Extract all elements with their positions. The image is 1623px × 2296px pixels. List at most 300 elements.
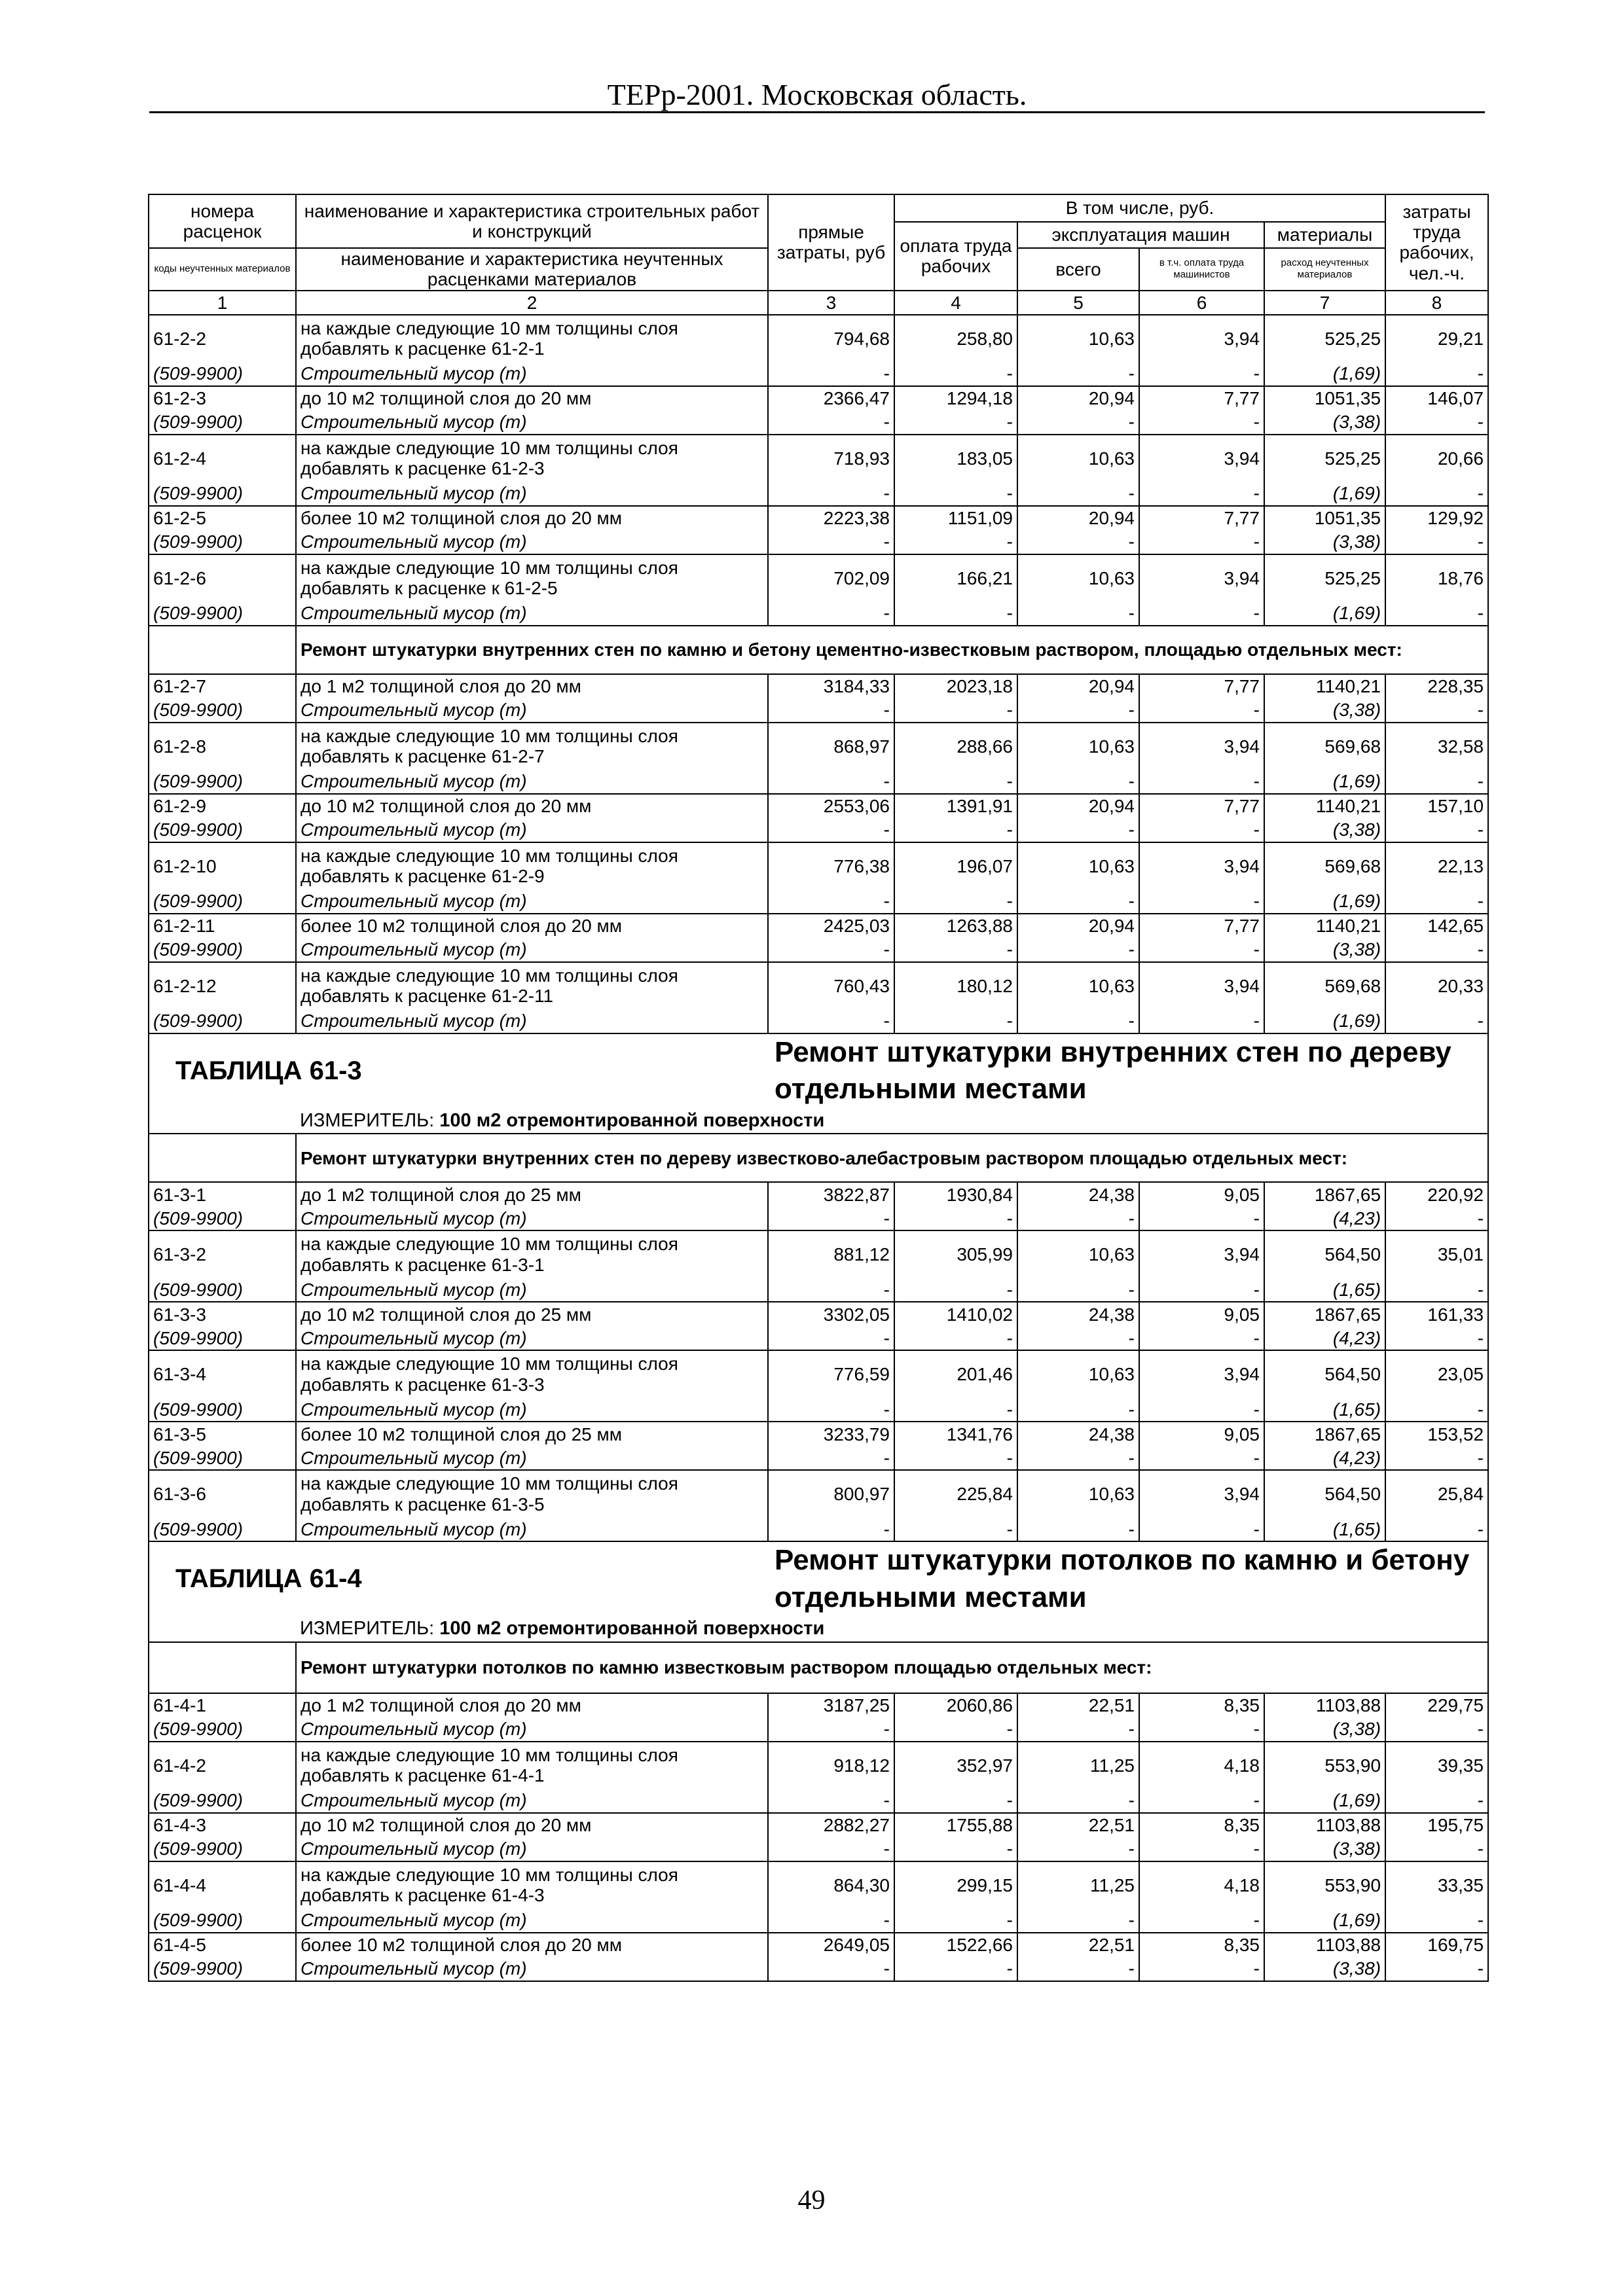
material-row [149,1909,1488,1933]
rate-code: 61-3-6 [149,1470,296,1517]
dash-cell: - [768,1206,894,1230]
dash-cell: - [1385,601,1488,626]
dash-cell: - [1385,698,1488,723]
material-amount: (3,38) [1264,1717,1385,1742]
material-amount: (4,23) [1264,1446,1385,1470]
rate-machines-total: 10,63 [1017,1230,1139,1278]
rate-machines-total: 20,94 [1017,506,1139,530]
measure-row [149,1616,1488,1642]
rate-labor: 25,84 [1385,1470,1488,1517]
dash-cell: - [1017,601,1139,626]
dash-cell: - [894,1446,1017,1470]
col-num-4: 4 [894,291,1017,315]
rate-materials: 1140,21 [1264,674,1385,698]
rate-labor: 146,07 [1385,386,1488,410]
rate-description: на каждые следующие 10 мм толщины слоя добавлять к расценке 61-4-1 [296,1742,768,1789]
material-code: (509-9900) [149,1009,296,1033]
material-description: Строительный мусор (т) [296,1278,768,1302]
material-description: Строительный мусор (т) [296,770,768,794]
dash-cell: - [1017,1278,1139,1302]
rate-row [149,1693,1488,1717]
rate-description: на каждые следующие 10 мм толщины слоя добавлять к расценке к 61-2-5 [296,554,768,601]
dash-cell: - [1385,770,1488,794]
rate-code: 61-2-5 [149,506,296,530]
material-code: (509-9900) [149,1326,296,1350]
dash-cell: - [768,601,894,626]
material-amount: (1,69) [1264,601,1385,626]
dash-cell: - [1385,1326,1488,1350]
rate-wage: 352,97 [894,1742,1017,1789]
rate-materials: 525,25 [1264,435,1385,482]
material-code: (509-9900) [149,1278,296,1302]
rate-row [149,723,1488,770]
material-row [149,818,1488,842]
dash-cell: - [1385,1397,1488,1422]
rate-machines-total: 24,38 [1017,1182,1139,1206]
col-header-direct: прямые затраты, руб [768,194,894,291]
material-description: Строительный мусор (т) [296,1009,768,1033]
rate-machines-wage: 3,94 [1139,1350,1264,1397]
col-num-6: 6 [1139,291,1264,315]
dash-cell: - [1017,1009,1139,1033]
col-header-wage: оплата труда рабочих [894,222,1017,291]
material-description: Строительный мусор (т) [296,1909,768,1933]
rate-labor: 20,66 [1385,435,1488,482]
dash-cell: - [1385,482,1488,506]
rate-machines-wage: 4,18 [1139,1861,1264,1909]
rate-machines-total: 20,94 [1017,914,1139,938]
rate-row [149,435,1488,482]
dash-cell: - [1139,1278,1264,1302]
dash-cell: - [894,1909,1017,1933]
dash-cell: - [1139,1397,1264,1422]
rate-machines-wage: 3,94 [1139,1470,1264,1517]
material-row [149,1957,1488,1981]
dash-cell: - [1017,530,1139,554]
rate-machines-total: 10,63 [1017,723,1139,770]
rate-materials: 564,50 [1264,1350,1385,1397]
rate-materials: 564,50 [1264,1230,1385,1278]
rate-wage: 1522,66 [894,1933,1017,1957]
rate-wage: 299,15 [894,1861,1017,1909]
rate-machines-wage: 8,35 [1139,1933,1264,1957]
rate-row [149,1861,1488,1909]
dash-cell: - [894,530,1017,554]
material-code: (509-9900) [149,1717,296,1742]
rate-wage: 196,07 [894,842,1017,889]
rate-labor: 153,52 [1385,1422,1488,1446]
rate-wage: 201,46 [894,1350,1017,1397]
rate-wage: 1410,02 [894,1302,1017,1326]
rate-labor: 39,35 [1385,1742,1488,1789]
col-num-1: 1 [149,291,296,315]
rate-labor: 161,33 [1385,1302,1488,1326]
rate-row [149,1742,1488,1789]
dash-cell: - [768,1837,894,1861]
dash-cell: - [768,362,894,386]
rate-code: 61-2-10 [149,842,296,889]
rate-labor: 129,92 [1385,506,1488,530]
rate-direct-cost: 702,09 [768,554,894,601]
rate-machines-wage: 9,05 [1139,1182,1264,1206]
rate-wage: 166,21 [894,554,1017,601]
rate-machines-wage: 8,35 [1139,1693,1264,1717]
rate-materials: 1103,88 [1264,1813,1385,1837]
section-heading: Ремонт штукатурки потолков по камню известковым раствором площадью отдельных мест: [296,1642,1488,1693]
col-header-machines: эксплуатация машин [1017,222,1264,248]
page-number: 49 [797,2185,826,2215]
section-heading: Ремонт штукатурки внутренних стен по камню и бетону цементно-известковым раствором, площадью отдельных мест: [296,626,1488,674]
measure-row [149,1107,1488,1134]
rate-materials: 569,68 [1264,962,1385,1009]
dash-cell: - [1017,410,1139,435]
dash-cell: - [1017,1837,1139,1861]
dash-cell: - [1385,1206,1488,1230]
measure-cell [296,1107,1488,1134]
rates-table [148,194,1489,1982]
material-code: (509-9900) [149,1837,296,1861]
rate-description: более 10 м2 толщиной слоя до 20 мм [296,506,768,530]
material-amount: (4,23) [1264,1326,1385,1350]
rate-direct-cost: 3822,87 [768,1182,894,1206]
dash-cell: - [768,1717,894,1742]
col-header-machines-wage: в т.ч. оплата труда машинистов [1139,248,1264,291]
dash-cell: - [1139,1517,1264,1541]
section-blank-cell [149,626,296,674]
dash-cell: - [894,1517,1017,1541]
dash-cell: - [1017,1517,1139,1541]
rate-materials: 1103,88 [1264,1693,1385,1717]
dash-cell: - [1139,818,1264,842]
material-amount: (1,65) [1264,1397,1385,1422]
rate-materials: 564,50 [1264,1470,1385,1517]
rate-description: на каждые следующие 10 мм толщины слоя добавлять к расценке 61-2-11 [296,962,768,1009]
material-code: (509-9900) [149,698,296,723]
dash-cell: - [894,770,1017,794]
rate-row [149,1302,1488,1326]
dash-cell: - [1385,1957,1488,1981]
dash-cell: - [1385,410,1488,435]
rate-materials: 569,68 [1264,842,1385,889]
material-description: Строительный мусор (т) [296,1446,768,1470]
dash-cell: - [1385,362,1488,386]
material-row [149,1717,1488,1742]
col-num-2: 2 [296,291,768,315]
material-description: Строительный мусор (т) [296,1837,768,1861]
dash-cell: - [768,1517,894,1541]
rate-machines-wage: 9,05 [1139,1422,1264,1446]
dash-cell: - [894,601,1017,626]
rate-code: 61-4-2 [149,1742,296,1789]
material-row [149,1837,1488,1861]
rate-machines-total: 10,63 [1017,435,1139,482]
table-title: Ремонт штукатурки внутренних стен по дереву отдельными местами [768,1033,1488,1108]
rate-materials: 1140,21 [1264,914,1385,938]
dash-cell: - [1385,1009,1488,1033]
rate-wage: 1391,91 [894,794,1017,818]
material-code: (509-9900) [149,1517,296,1541]
rate-row [149,1813,1488,1837]
rate-machines-wage: 7,77 [1139,506,1264,530]
rate-description: на каждые следующие 10 мм толщины слоя добавлять к расценке 61-3-5 [296,1470,768,1517]
rate-materials: 1051,35 [1264,506,1385,530]
rate-code: 61-2-2 [149,315,296,362]
rate-machines-wage: 7,77 [1139,386,1264,410]
material-row [149,482,1488,506]
rate-direct-cost: 3187,25 [768,1693,894,1717]
material-amount: (1,69) [1264,770,1385,794]
page-header-title: ТЕРр-2001. Московская область. [607,78,1027,111]
material-description: Строительный мусор (т) [296,889,768,914]
material-amount: (1,69) [1264,889,1385,914]
rate-labor: 220,92 [1385,1182,1488,1206]
rate-code: 61-3-5 [149,1422,296,1446]
rate-machines-total: 11,25 [1017,1861,1139,1909]
rate-materials: 1867,65 [1264,1422,1385,1446]
material-description: Строительный мусор (т) [296,601,768,626]
rate-description: на каждые следующие 10 мм толщины слоя добавлять к расценке 61-3-1 [296,1230,768,1278]
dash-cell: - [1139,601,1264,626]
rate-description: до 10 м2 толщиной слоя до 20 мм [296,794,768,818]
material-description: Строительный мусор (т) [296,1397,768,1422]
rate-labor: 228,35 [1385,674,1488,698]
material-row [149,1397,1488,1422]
rate-machines-wage: 7,77 [1139,914,1264,938]
section-heading-row [149,1642,1488,1693]
col-header-code: номера расценок [149,194,296,248]
dash-cell: - [1017,1397,1139,1422]
rate-row [149,914,1488,938]
rate-materials: 553,90 [1264,1742,1385,1789]
dash-cell: - [768,1009,894,1033]
material-amount: (1,65) [1264,1517,1385,1541]
material-description: Строительный мусор (т) [296,1206,768,1230]
dash-cell: - [768,1397,894,1422]
material-description: Строительный мусор (т) [296,818,768,842]
rate-wage: 1151,09 [894,506,1017,530]
col-header-materials-sub: расход неучтенных материалов [1264,248,1385,291]
material-code: (509-9900) [149,1957,296,1981]
dash-cell: - [1385,1446,1488,1470]
material-row [149,1206,1488,1230]
dash-cell: - [1139,1909,1264,1933]
dash-cell: - [768,1789,894,1813]
material-amount: (3,38) [1264,698,1385,723]
dash-cell: - [1139,938,1264,962]
rate-code: 61-3-3 [149,1302,296,1326]
rate-labor: 229,75 [1385,1693,1488,1717]
col-header-name-sub: наименование и характеристика неучтенных расценками материалов [296,248,768,291]
rate-direct-cost: 918,12 [768,1742,894,1789]
dash-cell: - [1139,770,1264,794]
dash-cell: - [1139,1206,1264,1230]
rate-direct-cost: 868,97 [768,723,894,770]
rate-wage: 225,84 [894,1470,1017,1517]
rate-direct-cost: 776,38 [768,842,894,889]
dash-cell: - [1139,410,1264,435]
rate-machines-total: 22,51 [1017,1693,1139,1717]
dash-cell: - [768,530,894,554]
material-code: (509-9900) [149,1397,296,1422]
dash-cell: - [768,410,894,435]
material-description: Строительный мусор (т) [296,1957,768,1981]
rate-row [149,962,1488,1009]
dash-cell: - [1017,698,1139,723]
rate-row [149,1182,1488,1206]
measure-value: 100 м2 отремонтированной поверхности [439,1618,825,1640]
material-row [149,410,1488,435]
rate-description: на каждые следующие 10 мм толщины слоя добавлять к расценке 61-2-1 [296,315,768,362]
col-num-3: 3 [768,291,894,315]
rate-labor: 32,58 [1385,723,1488,770]
dash-cell: - [894,410,1017,435]
rate-code: 61-3-1 [149,1182,296,1206]
rate-direct-cost: 760,43 [768,962,894,1009]
material-row [149,1517,1488,1541]
material-amount: (1,69) [1264,1789,1385,1813]
material-row [149,889,1488,914]
rate-materials: 525,25 [1264,554,1385,601]
rate-code: 61-4-5 [149,1933,296,1957]
rate-description: до 10 м2 толщиной слоя до 20 мм [296,1813,768,1837]
dash-cell: - [1017,1717,1139,1742]
dash-cell: - [1017,1789,1139,1813]
col-header-incl: В том числе, руб. [894,194,1385,222]
dash-cell: - [1017,1957,1139,1981]
table-heading-row [149,1033,1488,1108]
rate-description: до 1 м2 толщиной слоя до 25 мм [296,1182,768,1206]
table-label: ТАБЛИЦА 61-4 [149,1541,768,1616]
rate-direct-cost: 881,12 [768,1230,894,1278]
rate-machines-wage: 7,77 [1139,794,1264,818]
material-amount: (4,23) [1264,1206,1385,1230]
rate-direct-cost: 2882,27 [768,1813,894,1837]
rate-wage: 2023,18 [894,674,1017,698]
rate-machines-total: 22,51 [1017,1933,1139,1957]
rate-direct-cost: 3233,79 [768,1422,894,1446]
rate-description: более 10 м2 толщиной слоя до 20 мм [296,914,768,938]
rate-labor: 22,13 [1385,842,1488,889]
dash-cell: - [1017,1326,1139,1350]
material-description: Строительный мусор (т) [296,362,768,386]
rate-materials: 525,25 [1264,315,1385,362]
table-title: Ремонт штукатурки потолков по камню и бетону отдельными местами [768,1541,1488,1616]
rate-direct-cost: 794,68 [768,315,894,362]
rate-wage: 2060,86 [894,1693,1017,1717]
table-label: ТАБЛИЦА 61-3 [149,1033,768,1108]
rate-labor: 157,10 [1385,794,1488,818]
material-row [149,1009,1488,1033]
rate-row [149,1470,1488,1517]
rate-direct-cost: 2425,03 [768,914,894,938]
rate-row [149,842,1488,889]
dash-cell: - [1139,1717,1264,1742]
material-code: (509-9900) [149,410,296,435]
dash-cell: - [1139,1326,1264,1350]
rate-labor: 35,01 [1385,1230,1488,1278]
material-amount: (1,65) [1264,1278,1385,1302]
dash-cell: - [894,818,1017,842]
rate-direct-cost: 2649,05 [768,1933,894,1957]
dash-cell: - [894,1957,1017,1981]
rate-code: 61-2-4 [149,435,296,482]
dash-cell: - [1385,1278,1488,1302]
rate-code: 61-2-12 [149,962,296,1009]
rate-machines-wage: 3,94 [1139,315,1264,362]
dash-cell: - [1385,889,1488,914]
rate-row [149,1350,1488,1397]
rate-description: до 10 м2 толщиной слоя до 25 мм [296,1302,768,1326]
rate-machines-wage: 7,77 [1139,674,1264,698]
dash-cell: - [894,362,1017,386]
dash-cell: - [1139,698,1264,723]
col-header-labor: затраты труда рабочих, чел.-ч. [1385,194,1488,291]
rate-machines-wage: 3,94 [1139,842,1264,889]
rate-machines-wage: 8,35 [1139,1813,1264,1837]
rate-wage: 1294,18 [894,386,1017,410]
rate-labor: 18,76 [1385,554,1488,601]
rate-row [149,554,1488,601]
rate-row [149,386,1488,410]
rate-row [149,1933,1488,1957]
material-code: (509-9900) [149,362,296,386]
dash-cell: - [894,1206,1017,1230]
rate-row [149,674,1488,698]
material-amount: (1,69) [1264,1009,1385,1033]
rate-code: 61-4-3 [149,1813,296,1837]
material-amount: (1,69) [1264,482,1385,506]
rate-code: 61-3-2 [149,1230,296,1278]
material-amount: (3,38) [1264,530,1385,554]
section-blank-cell [149,1134,296,1182]
rate-machines-total: 22,51 [1017,1813,1139,1837]
material-description: Строительный мусор (т) [296,938,768,962]
rate-description: на каждые следующие 10 мм толщины слоя добавлять к расценке 61-3-3 [296,1350,768,1397]
rate-machines-total: 20,94 [1017,674,1139,698]
dash-cell: - [1017,362,1139,386]
rate-machines-wage: 3,94 [1139,435,1264,482]
rate-machines-total: 11,25 [1017,1742,1139,1789]
material-code: (509-9900) [149,482,296,506]
rate-machines-wage: 3,94 [1139,554,1264,601]
material-row [149,1446,1488,1470]
measure-blank-cell [149,1107,296,1134]
dash-cell: - [894,698,1017,723]
rate-direct-cost: 2366,47 [768,386,894,410]
rate-machines-wage: 4,18 [1139,1742,1264,1789]
col-header-name: наименование и характеристика строительных работ и конструкций [296,194,768,248]
rate-row [149,794,1488,818]
rate-machines-total: 24,38 [1017,1302,1139,1326]
rate-code: 61-2-8 [149,723,296,770]
col-num-7: 7 [1264,291,1385,315]
dash-cell: - [1139,889,1264,914]
rate-machines-total: 10,63 [1017,554,1139,601]
dash-cell: - [894,1009,1017,1033]
rate-machines-wage: 9,05 [1139,1302,1264,1326]
material-row [149,770,1488,794]
material-description: Строительный мусор (т) [296,1789,768,1813]
material-row [149,1789,1488,1813]
material-amount: (3,38) [1264,818,1385,842]
dash-cell: - [1017,1206,1139,1230]
rate-wage: 1263,88 [894,914,1017,938]
rate-row [149,1422,1488,1446]
dash-cell: - [1139,482,1264,506]
rate-direct-cost: 776,59 [768,1350,894,1397]
measure-value: 100 м2 отремонтированной поверхности [439,1109,825,1131]
rate-machines-wage: 3,94 [1139,1230,1264,1278]
